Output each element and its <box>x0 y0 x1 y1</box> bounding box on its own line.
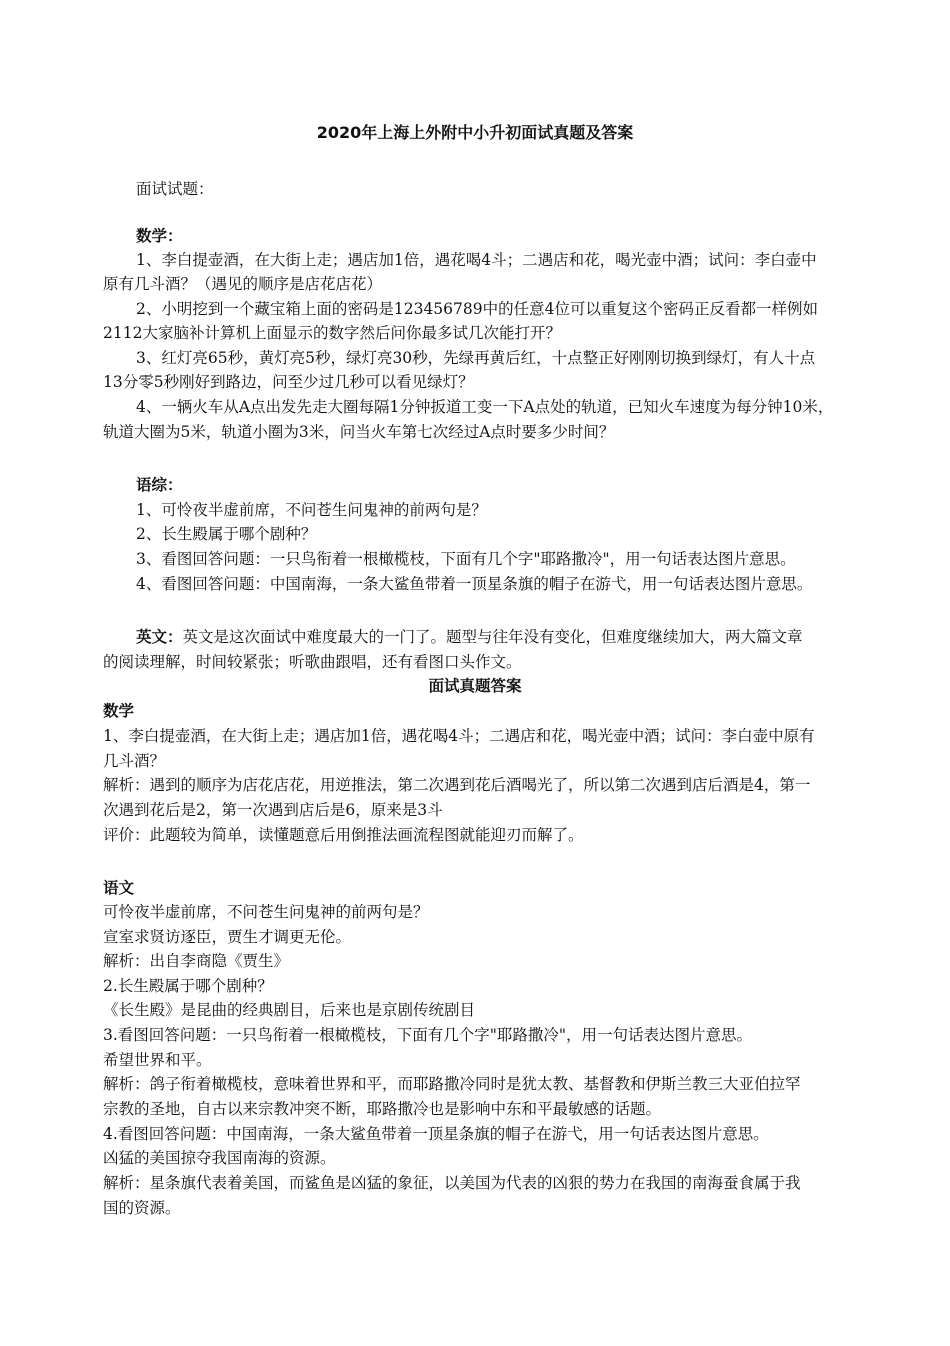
answer-chinese-q2: 2.长生殿属于哪个剧种？ <box>103 977 273 995</box>
chinese-heading: 语综： <box>136 476 183 494</box>
math-q3-line2: 13分零5秒刚好到路边，问至少过几秒可以看见绿灯？ <box>103 373 474 391</box>
english-text-line1: 英文是这次面试中难度最大的一门了。题型与往年没有变化，但难度继续加大，两大篇文章 <box>182 628 803 646</box>
answer-chinese-q1: 可怜夜半虚前席，不问苍生问鬼神的前两句是？ <box>103 903 429 921</box>
math-q2-line2: 2112大家脑补计算机上面显示的数字然后问你最多试几次能打开？ <box>103 324 561 342</box>
answer-math-q1-line2: 几斗酒？ <box>103 752 166 770</box>
math-q1-line1: 1、李白提壶酒，在大街上走；遇店加1倍，遇花喝4斗；二遇店和花，喝光壶中酒；试问：李白壶中 <box>136 251 817 269</box>
chinese-q4: 4、看图回答问题：中国南海，一条大鲨鱼带着一顶星条旗的帽子在游弋，用一句话表达图片意思。 <box>136 575 813 593</box>
english-heading: 英文： <box>136 628 183 646</box>
math-q4-line1: 4、一辆火车从A点出发先走大圈每隔1分钟扳道工变一下A点处的轨道，已知火车速度为每分钟10米， <box>136 398 834 416</box>
answer-chinese-q3-analysis-line2: 宗教的圣地，自古以来宗教冲突不断，耶路撒冷也是影响中东和平最敏感的话题。 <box>103 1100 662 1118</box>
answer-chinese-q4-analysis-line2: 国的资源。 <box>103 1199 181 1217</box>
math-q3-line1: 3、红灯亮65秒，黄灯亮5秒，绿灯亮30秒，先绿再黄后红，十点整正好刚刚切换到绿灯，有人十点 <box>136 349 816 367</box>
answer-chinese-q4-answer: 凶猛的美国掠夺我国南海的资源。 <box>103 1149 336 1167</box>
answer-math-analysis-line1: 解析：遇到的顺序为店花店花，用逆推法，第二次遇到花后酒喝光了，所以第二次遇到店后酒是4，第一 <box>103 776 811 794</box>
chinese-q3: 3、看图回答问题：一只鸟衔着一根橄榄枝，下面有几个字"耶路撒冷"，用一句话表达图片意思。 <box>136 550 796 568</box>
english-paragraph-line2: 的阅读理解，时间较紧张；听歌曲跟唱，还有看图口头作文。 <box>103 653 522 671</box>
answer-chinese-q1-answer: 宣室求贤访逐臣，贾生才调更无伦。 <box>103 928 352 946</box>
answer-chinese-q4: 4.看图回答问题：中国南海，一条大鲨鱼带着一顶星条旗的帽子在游弋，用一句话表达图片意思。 <box>103 1125 769 1143</box>
answers-math-heading: 数学 <box>103 702 135 720</box>
answers-title: 面试真题答案 <box>428 677 522 695</box>
intro-label: 面试试题： <box>136 180 214 198</box>
answer-chinese-q1-analysis: 解析：出自李商隐《贾生》 <box>103 952 290 970</box>
math-q4-line2: 轨道大圈为5米，轨道小圈为3米，问当火车第七次经过A点时要多少时间？ <box>103 423 615 441</box>
math-q2-line1: 2、小明挖到一个藏宝箱上面的密码是123456789中的任意4位可以重复这个密码正反看都一样例如 <box>136 300 818 318</box>
english-paragraph-line1 <box>136 625 803 647</box>
math-q1-line2: 原有几斗酒？（遇见的顺序是店花店花） <box>103 275 383 293</box>
answers-chinese-heading: 语文 <box>103 879 135 897</box>
math-heading: 数学： <box>136 227 183 245</box>
answer-math-q1-line1: 1、李白提壶酒，在大街上走；遇店加1倍，遇花喝4斗；二遇店和花，喝光壶中酒；试问：李白壶中原有 <box>103 727 815 745</box>
document-title: 2020年上海上外附中小升初面试真题及答案 <box>316 123 634 142</box>
answer-chinese-q2-answer: 《长生殿》是昆曲的经典剧目，后来也是京剧传统剧目 <box>103 1001 476 1019</box>
chinese-q1: 1、可怜夜半虚前席，不问苍生问鬼神的前两句是？ <box>136 501 487 519</box>
answer-math-evaluation: 评价：此题较为简单，读懂题意后用倒推法画流程图就能迎刃而解了。 <box>103 826 584 844</box>
answer-chinese-q3-answer: 希望世界和平。 <box>103 1051 212 1069</box>
answer-chinese-q4-analysis-line1: 解析：星条旗代表着美国，而鲨鱼是凶猛的象征，以美国为代表的凶狠的势力在我国的南海蚕食属于我 <box>103 1174 801 1192</box>
chinese-q2: 2、长生殿属于哪个剧种？ <box>136 525 317 543</box>
answer-chinese-q3: 3.看图回答问题：一只鸟衔着一根橄榄枝，下面有几个字"耶路撒冷"，用一句话表达图片意思。 <box>103 1026 753 1044</box>
answer-math-analysis-line2: 次遇到花后是2，第一次遇到店后是6，原来是3斗 <box>103 801 443 819</box>
answer-chinese-q3-analysis-line1: 解析：鸽子衔着橄榄枝，意味着世界和平，而耶路撒冷同时是犹太教、基督教和伊斯兰教三大亚伯拉罕 <box>103 1075 801 1093</box>
